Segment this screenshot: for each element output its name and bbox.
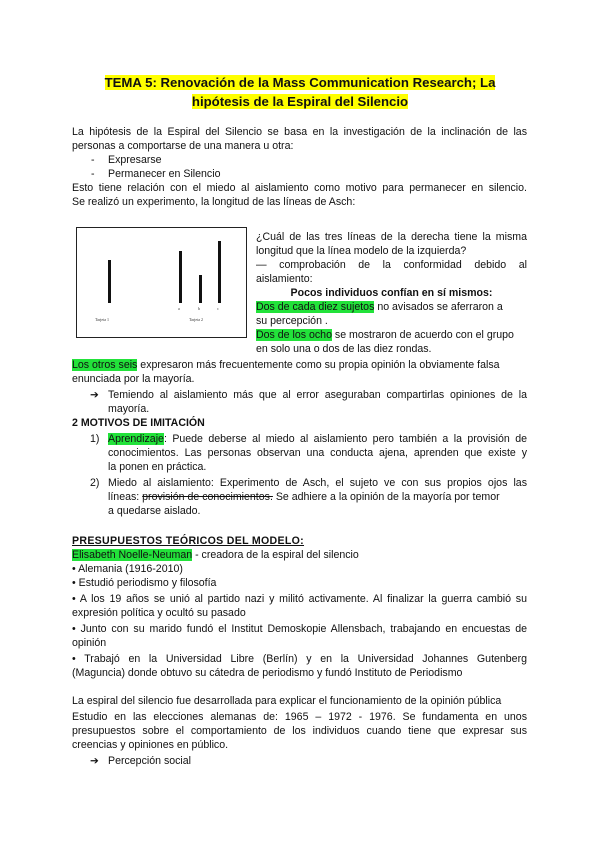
highlight: Elisabeth Noelle-Neuman [72,549,193,561]
final-line: Estudio en las elecciones alemanas de: 1965 – 1972 - 1976. Se fundamenta en unos [72,711,527,723]
intro-line: Esto tiene relación con el miedo al aislamiento como motivo para permanecer en silencio. [72,182,527,194]
motivo-2: Miedo al aislamiento: Experimento de Asch, el sujeto ve con sus propios ojos las [108,477,527,489]
highlight: Dos de cada diez sujetos [256,301,375,313]
asch-question: longitud que la línea modelo de la izquierda? [256,245,467,257]
intro-bullet: Expresarse [108,154,162,166]
motivo-2b [108,490,500,504]
asch-result-2b: en solo una o dos de las diez rondas. [256,343,432,355]
asch-conclusion: Temiendo al aislamiento más que al error aseguraban compartirlas opiniones de la [108,389,527,401]
intro-line: La hipótesis de la Espiral del Silencio se basa en la investigación de la inclinación de las [72,126,527,138]
presupuestos-heading: PRESUPUESTOS TEÓRICOS DEL MODELO: [72,535,305,547]
text: : Puede deberse al miedo al aislamiento pero también a la provisión de [163,433,527,445]
asch-lines-figure [76,227,247,338]
highlight: Los otros seis [72,359,138,371]
highlight: Dos de los ocho [256,329,332,341]
asch-result-1b: su percepción . [256,315,328,327]
intro-line: personas a comportarse de una manera u otra: [72,140,294,152]
model-line [108,260,111,303]
comparison-line-c [218,241,221,303]
final-line: presupuestos sobre el comportamiento de los individuos cuando tiene que expresar sus [72,725,527,737]
list-number: 1) [90,433,100,445]
asch-conclusion-b: mayoría. [108,403,150,415]
text: no avisados se aferraron a [374,301,503,313]
motivo-2c: a quedarse aislado. [108,505,201,517]
noelle-neuman [72,548,359,562]
bio-bullet: • Estudió periodismo y filosofía [72,577,217,589]
asch-question: ¿Cuál de las tres líneas de la derecha tiene la misma [256,231,527,243]
card-label-right: Tarjeta 2 [189,317,204,322]
text: - creadora de la espiral del silencio [192,549,359,561]
motivo-1 [108,432,527,446]
bio-bullet: • A los 19 años se unió al partido nazi y militó activamente. Al finalizar la guerra cambió su [72,593,527,605]
strikethrough-text: provisión de conocimientos. [142,491,273,503]
asch-result-3 [72,358,500,372]
final-line: La espiral del silencio fue desarrollada para explicar el funcionamiento de la opinión pública [72,695,502,707]
page-title-2 [60,92,540,111]
asch-comprobacion: aislamiento: [256,273,313,285]
card-label-left: Tarjeta 1 [95,317,110,322]
bio-bullet-cont: (Maguncia) donde obtuvo su cátedra de periodismo y fundó Instituto de Periodismo [72,667,463,679]
text: Se adhiere a la opinión de la mayoría por temor [272,491,500,503]
intro-line: Se realizó un experimento, la longitud de las líneas de Asch: [72,196,356,208]
bio-bullet: • Alemania (1916-2010) [72,563,183,575]
motivo-1b: conocimientos. Las personas observan una conducta ajena, aprenden que existe y [108,447,527,459]
bio-bullet-cont: opinión [72,637,107,649]
asch-result-2 [256,328,514,342]
final-line: creencias y opiniones en público. [72,739,229,751]
asch-heading: Pocos individuos confían en sí mismos: [290,287,493,299]
title-line-1: TEMA 5: Renovación de la Mass Communication Research; La [104,75,496,90]
final-arrow-item: Percepción social [108,755,192,767]
arrow-icon: ➔ [90,755,99,767]
bullet-dash: - [91,168,95,180]
comparison-line-a [179,251,182,303]
bullet-dash: - [91,154,95,166]
asch-result-3b: enunciada por la mayoría. [72,373,195,385]
bio-bullet-cont: expresión política y ocultó su pasado [72,607,246,619]
motivo-1c: la ponen en práctica. [108,461,207,473]
label-c: c [217,306,219,311]
highlight: Aprendizaje [108,433,164,445]
text: se mostraron de acuerdo con el grupo [331,329,514,341]
title-line-2: hipótesis de la Espiral del Silencio [191,94,409,109]
bio-bullet: • Trabajó en la Universidad Libre (Berlín) y en la Universidad Johannes Gutenberg [72,653,527,665]
text: expresaron más frecuentemente como su propia opinión la obviamente falsa [137,359,500,371]
page-title [60,73,540,92]
asch-comprobacion: — comprobación de la conformidad debido al [256,259,527,271]
text: líneas: [108,491,143,503]
label-a: a [178,306,180,311]
label-b: b [198,306,200,311]
list-number: 2) [90,477,100,489]
asch-result-1 [256,300,503,314]
comparison-line-b [199,275,202,303]
arrow-icon: ➔ [90,389,99,401]
intro-bullet: Permanecer en Silencio [108,168,221,180]
bio-bullet: • Junto con su marido fundó el Institut Demoskopie Allensbach, trabajando en encuestas de [72,623,527,635]
motivos-heading: 2 MOTIVOS DE IMITACIÓN [72,417,205,429]
